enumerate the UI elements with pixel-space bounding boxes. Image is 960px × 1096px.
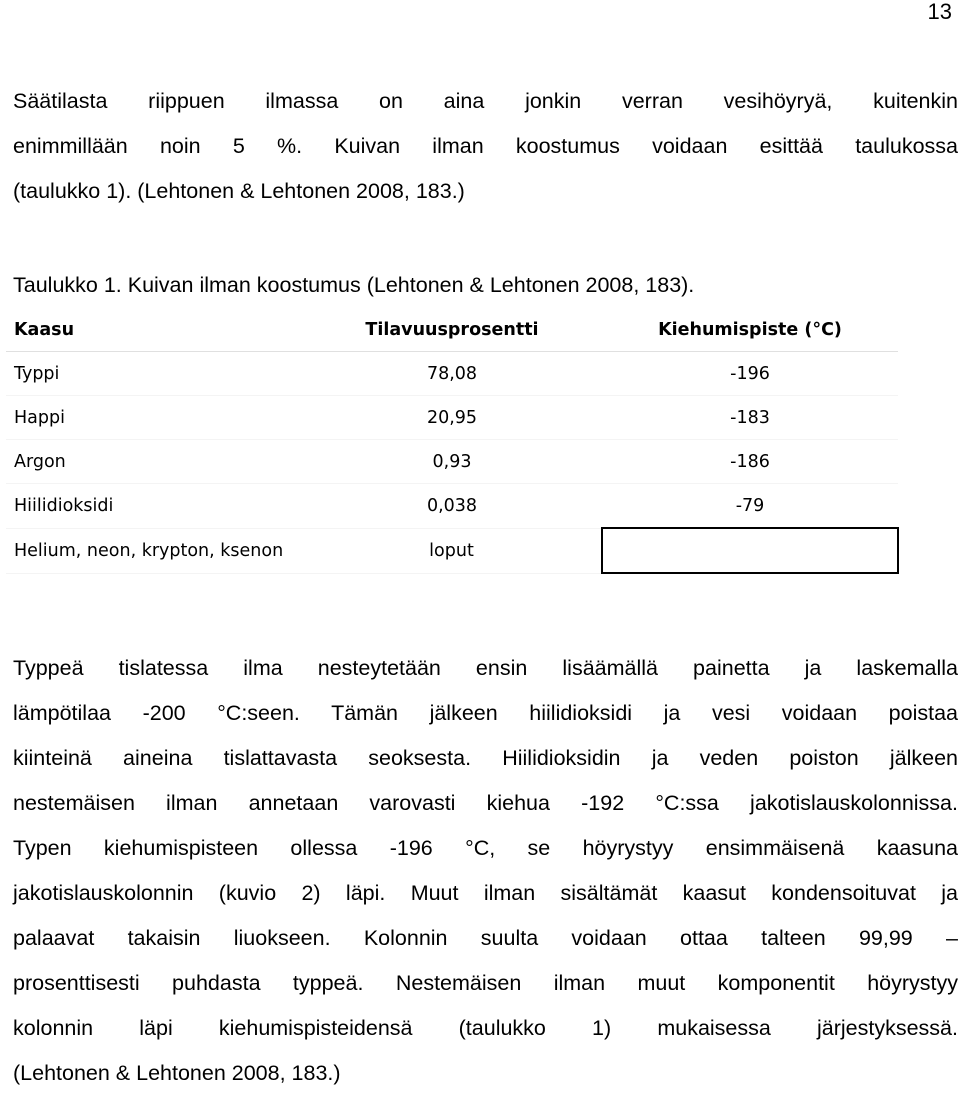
air-composition-table [6, 308, 899, 574]
paragraph-line: kolonnin läpi kiehumispisteidensä (taulukko 1) mukaisessa järjestyksessä. [13, 1016, 958, 1040]
paragraph-line: Typen kiehumispisteen ollessa -196 °C, se höyrystyy ensimmäisenä kaasuna [13, 836, 958, 860]
paragraph-line: lämpötilaa -200 °C:seen. Tämän jälkeen hiilidioksidi ja vesi voidaan poistaa [13, 701, 958, 725]
table-caption: Taulukko 1. Kuivan ilman koostumus (Lehtonen & Lehtonen 2008, 183). [13, 273, 695, 297]
boiling-point-cell: -183 [602, 396, 898, 440]
paragraph-line: (Lehtonen & Lehtonen 2008, 183.) [13, 1061, 341, 1085]
volume-percent-cell: 0,038 [302, 484, 602, 529]
intro-paragraph [13, 79, 958, 214]
boiling-point-cell: -196 [602, 352, 898, 396]
table-row [6, 396, 898, 440]
paragraph-line: nestemäisen ilman annetaan varovasti kiehua -192 °C:ssa jakotislauskolonnissa. [13, 791, 958, 815]
volume-percent-cell: 20,95 [302, 396, 602, 440]
paragraph-line: (taulukko 1). (Lehtonen & Lehtonen 2008, 183.) [13, 179, 465, 203]
column-header-gas: Kaasu [6, 308, 302, 352]
boiling-point-cell: -79 [602, 484, 898, 529]
paragraph-line: enimmillään noin 5 %. Kuivan ilman koostumus voidaan esittää taulukossa [13, 134, 958, 158]
boiling-point-cell [602, 528, 898, 573]
gas-name-cell: Helium, neon, krypton, ksenon [6, 528, 302, 573]
paragraph-line: palaavat takaisin liuokseen. Kolonnin suulta voidaan ottaa talteen 99,99 – [13, 926, 958, 950]
paragraph-line: kiinteinä aineina tislattavasta seoksesta. Hiilidioksidin ja veden poiston jälkeen [13, 746, 958, 770]
column-header-volume-percent: Tilavuusprosentti [302, 308, 602, 352]
page-number: 13 [927, 0, 952, 24]
gas-name-cell: Argon [6, 440, 302, 484]
paragraph-line: prosenttisesti puhdasta typpeä. Nestemäisen ilman muut komponentit höyrystyy [13, 971, 958, 995]
paragraph-line: jakotislauskolonnin (kuvio 2) läpi. Muut ilman sisältämät kaasut kondensoituvat ja [13, 881, 958, 905]
gas-name-cell: Hiilidioksidi [6, 484, 302, 529]
table-row [6, 440, 898, 484]
table-header-row [6, 308, 898, 352]
body-paragraph [13, 646, 958, 1096]
column-header-boiling-point: Kiehumispiste (°C) [602, 308, 898, 352]
table-row [6, 352, 898, 396]
paragraph-line: Typpeä tislatessa ilma nesteytetään ensin lisäämällä painetta ja laskemalla [13, 656, 958, 680]
volume-percent-cell: 78,08 [302, 352, 602, 396]
table-row [6, 484, 898, 529]
gas-name-cell: Happi [6, 396, 302, 440]
volume-percent-cell: loput [302, 528, 602, 573]
table-row [6, 528, 898, 573]
paragraph-line: Säätilasta riippuen ilmassa on aina jonkin verran vesihöyryä, kuitenkin [13, 89, 958, 113]
boiling-point-cell: -186 [602, 440, 898, 484]
gas-name-cell: Typpi [6, 352, 302, 396]
volume-percent-cell: 0,93 [302, 440, 602, 484]
